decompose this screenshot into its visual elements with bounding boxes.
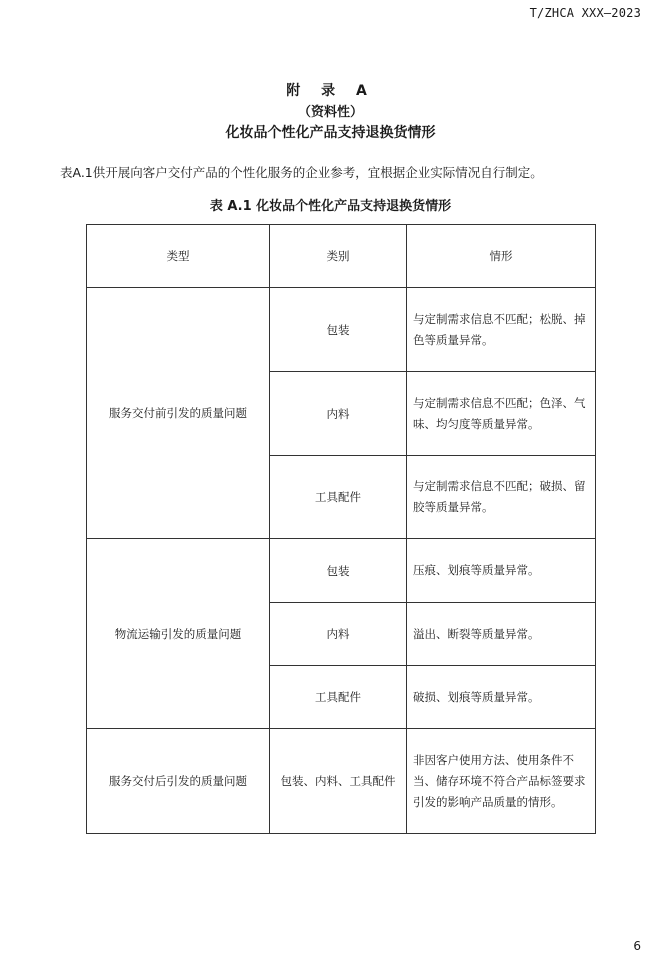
category-cell: 内料 — [270, 372, 407, 456]
category-cell: 包装 — [270, 539, 407, 603]
document-code: T/ZHCA XXX—2023 — [529, 6, 641, 20]
table-row — [87, 288, 596, 372]
table-container — [86, 224, 596, 834]
category-cell: 包装 — [270, 288, 407, 372]
page-number: 6 — [633, 939, 641, 953]
category-cell: 工具配件 — [270, 456, 407, 539]
situation-cell: 与定制需求信息不匹配；破损、留胶等质量异常。 — [407, 456, 596, 539]
header-type: 类型 — [87, 225, 270, 288]
situation-cell: 破损、划痕等质量异常。 — [407, 666, 596, 729]
category-cell: 工具配件 — [270, 666, 407, 729]
header-category: 类别 — [270, 225, 407, 288]
return-exchange-table — [86, 224, 596, 834]
situation-cell: 非因客户使用方法、使用条件不当、储存环境不符合产品标签要求引发的影响产品质量的情形。 — [407, 729, 596, 834]
table-header-row — [87, 225, 596, 288]
intro-paragraph: 表A.1供开展向客户交付产品的个性化服务的企业参考，宜根据企业实际情况自行制定。 — [60, 165, 543, 180]
appendix-label: 附 录 A — [286, 83, 375, 99]
table-row — [87, 729, 596, 834]
category-cell: 内料 — [270, 603, 407, 666]
situation-cell: 与定制需求信息不匹配；色泽、气味、均匀度等质量异常。 — [407, 372, 596, 456]
appendix-nature: （资料性） — [297, 105, 363, 120]
appendix-title: 化妆品个性化产品支持退换货情形 — [225, 125, 436, 141]
category-cell: 包装、内料、工具配件 — [270, 729, 407, 834]
situation-cell: 溢出、断裂等质量异常。 — [407, 603, 596, 666]
table-caption: 表 A.1 化妆品个性化产品支持退换货情形 — [209, 199, 452, 214]
type-cell: 物流运输引发的质量问题 — [87, 539, 270, 729]
situation-cell: 与定制需求信息不匹配；松脱、掉色等质量异常。 — [407, 288, 596, 372]
header-situation: 情形 — [407, 225, 596, 288]
table-row — [87, 539, 596, 603]
situation-cell: 压痕、划痕等质量异常。 — [407, 539, 596, 603]
type-cell: 服务交付后引发的质量问题 — [87, 729, 270, 834]
type-cell: 服务交付前引发的质量问题 — [87, 288, 270, 539]
